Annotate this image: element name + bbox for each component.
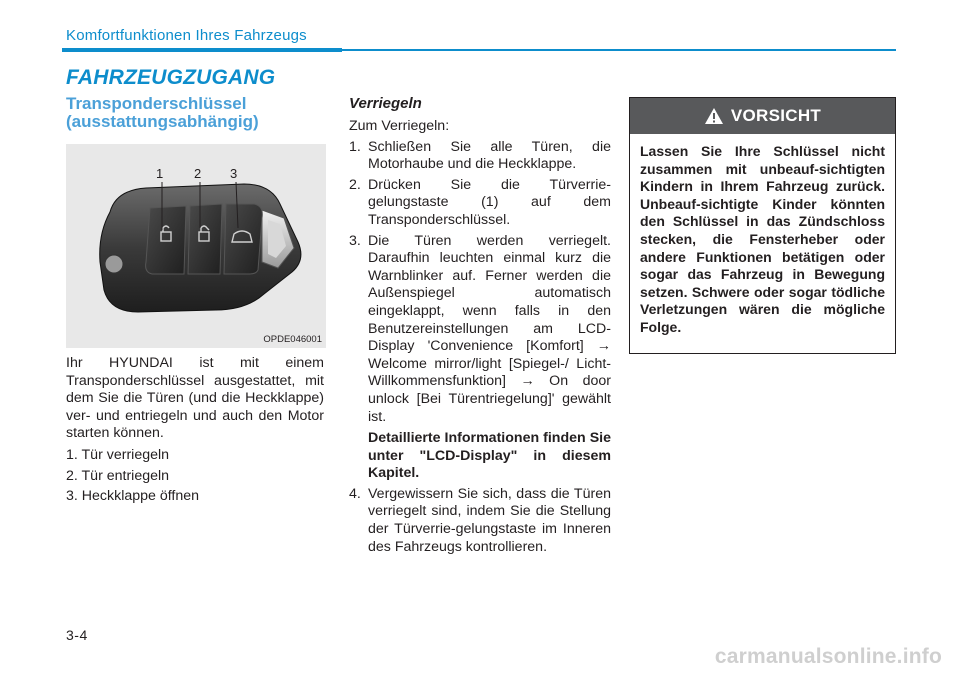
step-number: 2. xyxy=(349,176,361,193)
step-number: 1. xyxy=(349,138,361,155)
callout-3: 3 xyxy=(230,166,238,181)
locking-step-1 xyxy=(349,139,611,174)
watermark: carmanualsonline.info xyxy=(714,645,942,668)
figure-code: OPDE046001 xyxy=(263,334,322,345)
step-text: Die Türen werden verriegelt. Daraufhin leuchten einmal kurz die Warnblinker auf. Ferner werden die Außenspiegel automatisch eingeklappt, wenn falls in den Benutzereinstellungen am LCD-Display 'Convenience [Komfort] → Welcome mirror/light [Spiegel-/ Licht-Willkommensfunktion] → On door unlock [Bei Türentriegelung]' gewählt ist. xyxy=(368,232,611,425)
step-text: Drücken Sie die Türverrie-gelungstaste (1) auf dem Transponderschlüssel. xyxy=(368,176,611,228)
intro-paragraph: Ihr HYUNDAI ist mit einem Transponderschlüssel ausgestattet, mit dem Sie die Türen (und die Heckklappe) ver- und entriegeln und auch den Motor starten können. xyxy=(66,355,324,442)
warning-header xyxy=(630,98,895,134)
locking-intro: Zum Verriegeln: xyxy=(349,118,450,134)
step-number: 3. xyxy=(349,232,361,249)
callout-2: 2 xyxy=(194,166,202,181)
key-function-3: 3. Heckklappe öffnen xyxy=(66,488,200,505)
locking-block xyxy=(349,118,611,556)
step-text: Vergewissern Sie sich, dass die Türen verriegelt sind, indem Sie die Stellung der Türverrie-gelungstaste im Inneren des Fahrzeugs kontrollieren. xyxy=(368,485,611,555)
callout-1: 1 xyxy=(156,166,164,181)
locking-heading: Verriegeln xyxy=(349,95,422,112)
warning-text: Lassen Sie Ihre Schlüssel nicht zusammen mit unbeauf-sichtigten Kindern in Ihrem Fahrzeug zurück. Unbeauf-sichtigte Kinder könnten den Schlüssel in das Zündschloss stecken, die Fensterheber oder andere Funktionen betätigen oder sogar das Fahrzeug in Bewegung setzen. Schwere oder sogar tödliche Verletzungen wären die mögliche Folge. xyxy=(640,143,885,335)
key-function-1: 1. Tür verriegeln xyxy=(66,446,170,463)
locking-step-3 xyxy=(349,233,611,427)
intro-block xyxy=(66,355,324,506)
locking-step-2 xyxy=(349,177,611,230)
subsection-title-line2: (ausstattungsabhängig) xyxy=(66,112,259,131)
subsection-title xyxy=(66,95,336,131)
chapter-header: Komfortfunktionen Ihres Fahrzeugs xyxy=(66,27,307,44)
key-function-2: 2. Tür entriegeln xyxy=(66,467,170,484)
warning-heading: VORSICHT xyxy=(730,106,822,125)
locking-step-4 xyxy=(349,486,611,556)
lcd-display-note: Detaillierte Informationen finden Sie unter "LCD-Display" in diesem Kapitel. xyxy=(368,430,611,482)
subsection-title-line1: Transponderschlüssel xyxy=(66,94,247,113)
step-text: Schließen Sie alle Türen, die Motorhaube und die Heckklappe. xyxy=(368,138,611,173)
page-number: 3-4 xyxy=(66,627,88,643)
key-figure xyxy=(66,144,326,348)
smart-key-illustration xyxy=(66,144,326,348)
step-number: 4. xyxy=(349,485,361,502)
header-rule-thin xyxy=(342,49,896,51)
header-rule-thick xyxy=(62,48,342,52)
section-title: FAHRZEUGZUGANG xyxy=(66,66,276,89)
warning-triangle-icon xyxy=(704,107,724,125)
warning-box xyxy=(629,97,896,354)
